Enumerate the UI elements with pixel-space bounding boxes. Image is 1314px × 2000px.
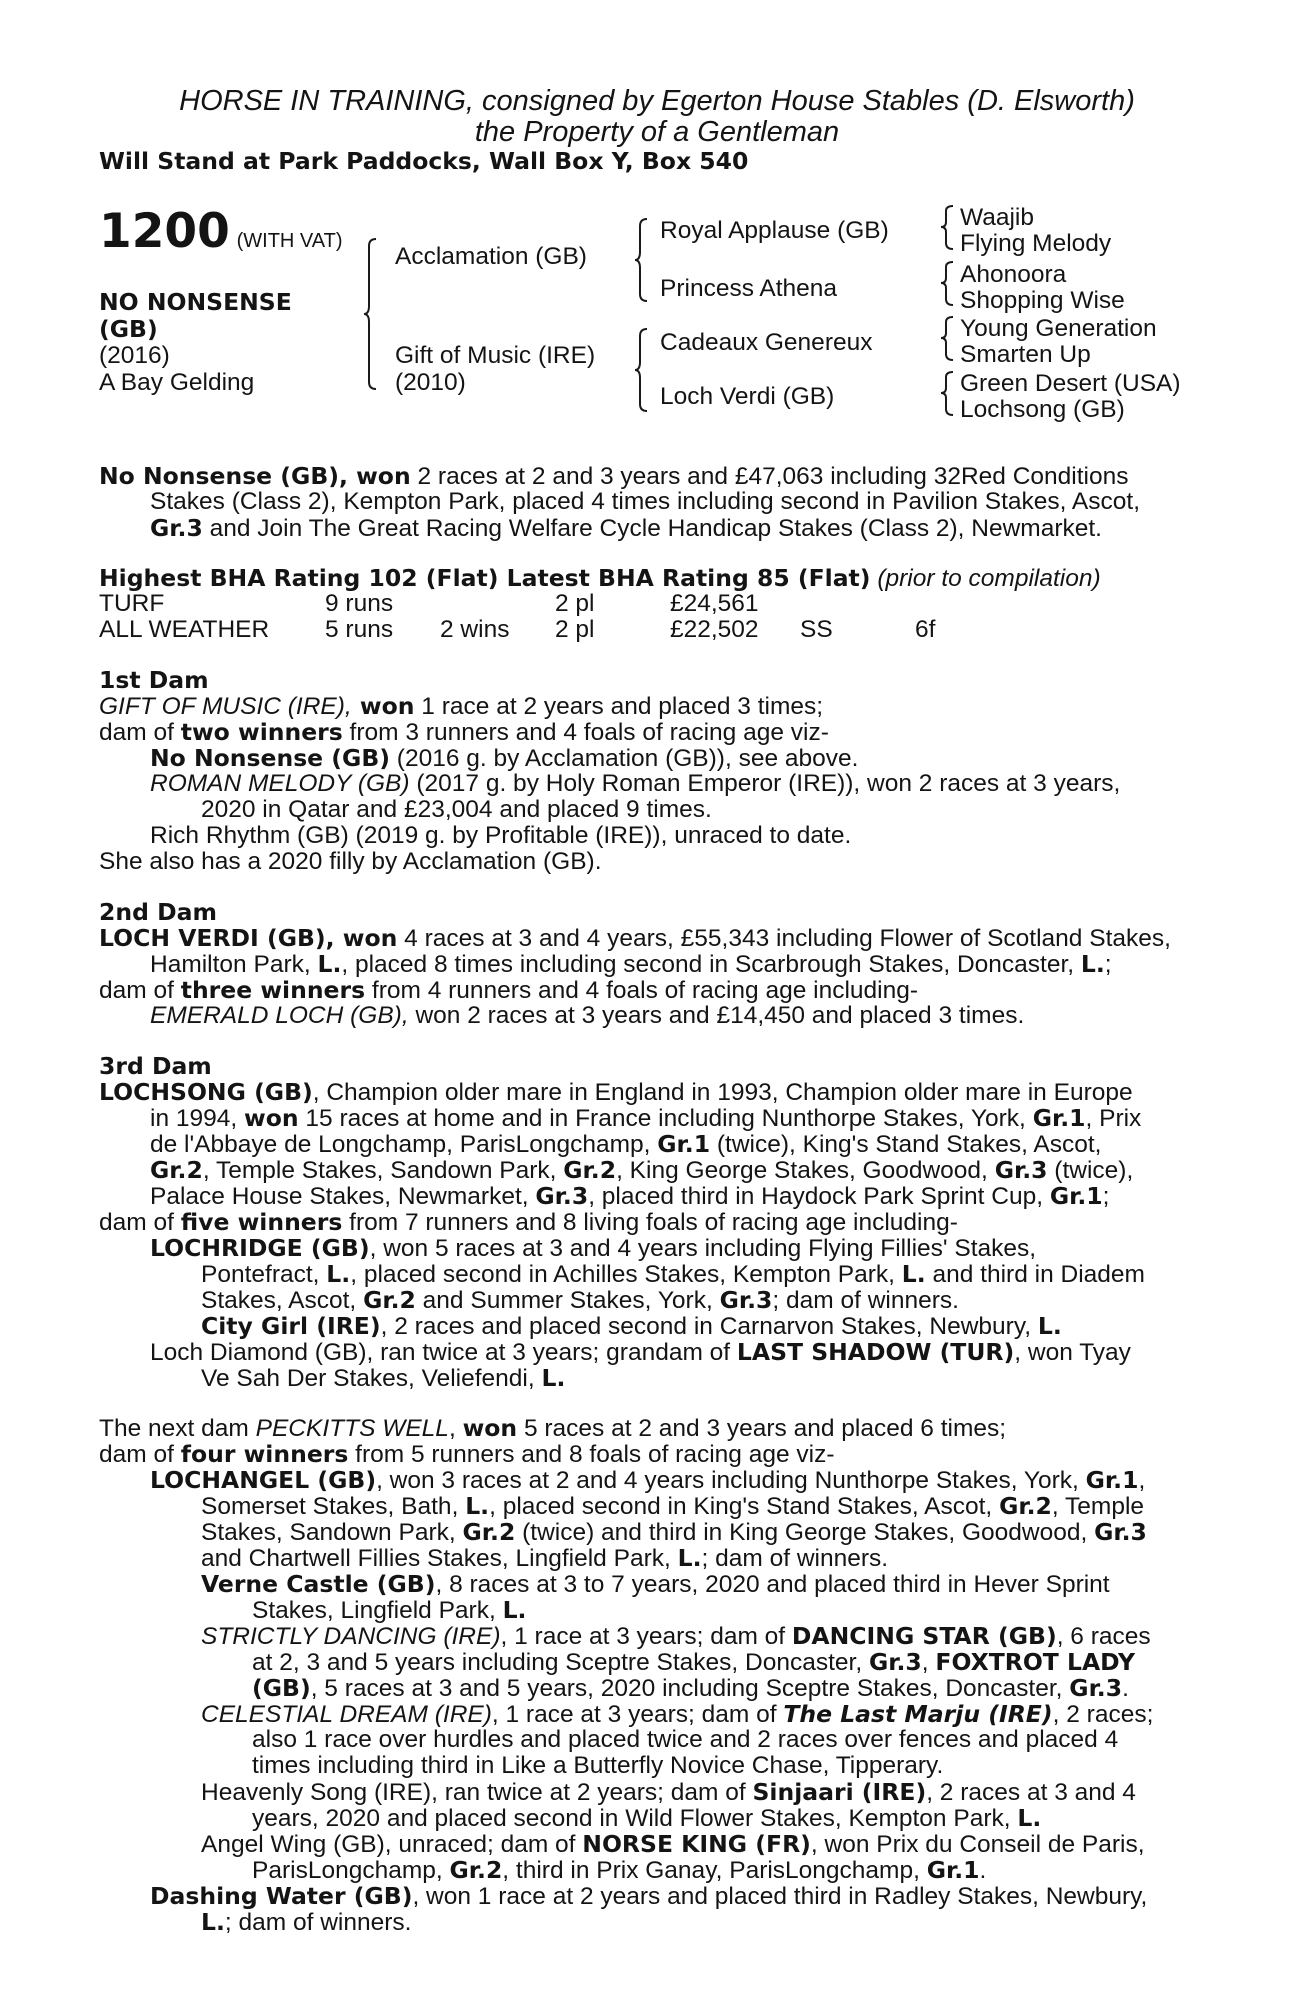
dam4-line-16: years, 2020 and placed second in Wild Flower Stakes, Kempton Park, L. xyxy=(252,1804,1042,1832)
dam4-line-13: also 1 race over hurdles and placed twice and 2 races over fences and placed 4 xyxy=(252,1726,1119,1753)
pedigree-dam-year: (2010) xyxy=(395,369,466,396)
dam4-line-4: Somerset Stakes, Bath, L., placed second in King's Stand Stakes, Ascot, Gr.2, Temple xyxy=(201,1492,1145,1520)
lot-number-line xyxy=(99,204,343,259)
dam1-line-4: ROMAN MELODY (GB) (2017 g. by Holy Roman Emperor (IRE)), won 2 races at 3 years, xyxy=(150,770,1121,797)
dam4-line-20: L.; dam of winners. xyxy=(201,1908,412,1936)
foaling-year: (2016) xyxy=(99,342,170,369)
dam2-line-1: LOCH VERDI (GB), won 4 races at 3 and 4 years, £55,343 including Flower of Scotland Stakes, xyxy=(99,924,1171,952)
dam2-line-3: dam of three winners from 4 runners and 4 foals of racing age including- xyxy=(99,976,919,1004)
dam4-line-18: ParisLongchamp, Gr.2, third in Prix Ganay, ParisLongchamp, Gr.1. xyxy=(252,1856,987,1884)
horse-name-line-1: NO NONSENSE xyxy=(99,288,292,316)
pedigree-bracket-g2 xyxy=(941,261,957,306)
dam1-line-3: No Nonsense (GB) (2016 g. by Acclamation (GB)), see above. xyxy=(150,744,859,772)
pedigree-g4: Shopping Wise xyxy=(960,287,1125,314)
pedigree-dam: Gift of Music (IRE) xyxy=(395,342,596,369)
aw-distance: 6f xyxy=(915,616,936,643)
title-line-2: the Property of a Gentleman xyxy=(474,116,840,148)
dam4-line-12: CELESTIAL DREAM (IRE), 1 race at 3 years; dam of The Last Marju (IRE), 2 races; xyxy=(201,1700,1154,1728)
dam1-line-1: GIFT OF MUSIC (IRE), won 1 race at 2 years and placed 3 times; xyxy=(99,692,824,720)
pedigree-dam-dam: Loch Verdi (GB) xyxy=(660,383,835,410)
dam3-line-9: Stakes, Ascot, Gr.2 and Summer Stakes, York, Gr.3; dam of winners. xyxy=(201,1286,959,1314)
dam4-line-5: Stakes, Sandown Park, Gr.2 (twice) and third in King George Stakes, Goodwood, Gr.3 xyxy=(201,1518,1147,1546)
dam4-line-10: at 2, 3 and 5 years including Sceptre Stakes, Doncaster, Gr.3, FOXTROT LADY xyxy=(252,1648,1135,1676)
rating-headline: Highest BHA Rating 102 (Flat) Latest BHA Rating 85 (Flat) (prior to compilation) xyxy=(99,564,1101,592)
dam4-line-14: times including third in Like a Butterfly Novice Chase, Tipperary. xyxy=(252,1752,944,1779)
dam3-line-4: Gr.2, Temple Stakes, Sandown Park, Gr.2, King George Stakes, Goodwood, Gr.3 (twice), xyxy=(150,1156,1134,1184)
vat-label: (WITH VAT) xyxy=(236,230,343,252)
dam4-line-2: dam of four winners from 5 runners and 8 foals of racing age viz- xyxy=(99,1440,835,1468)
dam1-line-5: 2020 in Qatar and £23,004 and placed 9 times. xyxy=(201,796,712,823)
horse-name-line-2: (GB) xyxy=(99,315,158,343)
dam4-line-8: Stakes, Lingfield Park, L. xyxy=(252,1596,527,1624)
dam3-line-3: de l'Abbaye de Longchamp, ParisLongchamp, Gr.1 (twice), King's Stand Stakes, Ascot, xyxy=(150,1130,1102,1158)
pedigree-sire-dam: Princess Athena xyxy=(660,275,838,302)
pedigree-dam-sire: Cadeaux Genereux xyxy=(660,329,873,356)
dam3-line-1: LOCHSONG (GB), Champion older mare in England in 1993, Champion older mare in Europe xyxy=(99,1078,1133,1106)
turf-runs: 9 runs xyxy=(325,590,394,617)
pedigree-bracket-g3 xyxy=(941,316,957,361)
pedigree-g7: Green Desert (USA) xyxy=(960,370,1181,397)
pedigree-sire: Acclamation (GB) xyxy=(395,243,587,270)
aw-earnings: £22,502 xyxy=(670,616,759,643)
dam2-heading: 2nd Dam xyxy=(99,898,217,926)
dam3-line-2: in 1994, won 15 races at home and in France including Nunthorpe Stakes, York, Gr.1, Prix xyxy=(150,1104,1142,1132)
pedigree-bracket-g1 xyxy=(941,205,957,250)
horse-description: A Bay Gelding xyxy=(99,369,255,396)
stand-info: Will Stand at Park Paddocks, Wall Box Y, Box 540 xyxy=(99,147,749,175)
aw-surface: SS xyxy=(800,616,833,643)
dam3-heading: 3rd Dam xyxy=(99,1052,212,1080)
aw-placed: 2 pl xyxy=(555,616,595,643)
dam3-line-7: LOCHRIDGE (GB), won 5 races at 3 and 4 years including Flying Fillies' Stakes, xyxy=(150,1234,1037,1262)
dam3-line-8: Pontefract, L., placed second in Achilles Stakes, Kempton Park, L. and third in Diadem xyxy=(201,1260,1145,1288)
pedigree-g1: Waajib xyxy=(960,204,1034,231)
aw-label: ALL WEATHER xyxy=(99,616,270,643)
pedigree-bracket-main xyxy=(364,238,380,390)
pedigree-g5: Young Generation xyxy=(960,315,1157,342)
pedigree-g6: Smarten Up xyxy=(960,341,1091,368)
pedigree-sire-sire: Royal Applause (GB) xyxy=(660,217,889,244)
dam4-line-9: STRICTLY DANCING (IRE), 1 race at 3 years; dam of DANCING STAR (GB), 6 races xyxy=(201,1622,1151,1650)
dam4-line-3: LOCHANGEL (GB), won 3 races at 2 and 4 years including Nunthorpe Stakes, York, Gr.1, xyxy=(150,1466,1146,1494)
summary-line-2: Stakes (Class 2), Kempton Park, placed 4 times including second in Pavilion Stakes, Ascot, xyxy=(150,488,1141,515)
dam1-line-6: Rich Rhythm (GB) (2019 g. by Profitable (IRE)), unraced to date. xyxy=(150,822,852,849)
dam4-line-7: Verne Castle (GB), 8 races at 3 to 7 years, 2020 and placed third in Hever Sprint xyxy=(201,1570,1110,1598)
turf-label: TURF xyxy=(99,590,165,617)
dam4-line-15: Heavenly Song (IRE), ran twice at 2 years; dam of Sinjaari (IRE), 2 races at 3 and 4 xyxy=(201,1778,1136,1806)
dam4-line-1: The next dam PECKITTS WELL, won 5 races at 2 and 3 years and placed 6 times; xyxy=(99,1414,1007,1442)
turf-earnings: £24,561 xyxy=(670,590,759,617)
dam3-line-11: Loch Diamond (GB), ran twice at 3 years; grandam of LAST SHADOW (TUR), won Tyay xyxy=(150,1338,1131,1366)
title-line-1: HORSE IN TRAINING, consigned by Egerton House Stables (D. Elsworth) xyxy=(179,85,1135,117)
dam3-line-12: Ve Sah Der Stakes, Veliefendi, L. xyxy=(201,1364,566,1392)
aw-wins: 2 wins xyxy=(440,616,510,643)
pedigree-bracket-sire xyxy=(635,218,651,302)
dam2-line-2: Hamilton Park, L., placed 8 times including second in Scarbrough Stakes, Doncaster, L.; xyxy=(150,950,1112,978)
aw-runs: 5 runs xyxy=(325,616,394,643)
pedigree-g2: Flying Melody xyxy=(960,230,1112,257)
dam4-line-11: (GB), 5 races at 3 and 5 years, 2020 including Sceptre Stakes, Doncaster, Gr.3. xyxy=(252,1674,1129,1702)
lot-number: 1200 xyxy=(99,204,230,259)
dam1-line-2: dam of two winners from 3 runners and 4 foals of racing age viz- xyxy=(99,718,829,746)
turf-placed: 2 pl xyxy=(555,590,595,617)
summary-line-3: Gr.3 and Join The Great Racing Welfare Cycle Handicap Stakes (Class 2), Newmarket. xyxy=(150,514,1102,542)
dam4-line-6: and Chartwell Fillies Stakes, Lingfield Park, L.; dam of winners. xyxy=(201,1544,889,1572)
dam4-line-19: Dashing Water (GB), won 1 race at 2 years and placed third in Radley Stakes, Newbury, xyxy=(150,1882,1148,1910)
dam1-heading: 1st Dam xyxy=(99,666,209,694)
summary-line-1: No Nonsense (GB), won 2 races at 2 and 3 years and £47,063 including 32Red Conditions xyxy=(99,462,1129,490)
dam3-line-6: dam of five winners from 7 runners and 8 living foals of racing age including- xyxy=(99,1208,958,1236)
pedigree-bracket-g4 xyxy=(941,371,957,416)
pedigree-bracket-dam xyxy=(635,328,651,412)
pedigree-g8: Lochsong (GB) xyxy=(960,396,1125,423)
dam3-line-5: Palace House Stakes, Newmarket, Gr.3, placed third in Haydock Park Sprint Cup, Gr.1; xyxy=(150,1182,1110,1210)
dam4-line-17: Angel Wing (GB), unraced; dam of NORSE KING (FR), won Prix du Conseil de Paris, xyxy=(201,1830,1145,1858)
dam2-line-4: EMERALD LOCH (GB), won 2 races at 3 years and £14,450 and placed 3 times. xyxy=(150,1002,1025,1029)
pedigree-g3: Ahonoora xyxy=(960,261,1067,288)
dam1-line-7: She also has a 2020 filly by Acclamation (GB). xyxy=(99,848,602,875)
dam3-line-10: City Girl (IRE), 2 races and placed second in Carnarvon Stakes, Newbury, L. xyxy=(201,1312,1062,1340)
